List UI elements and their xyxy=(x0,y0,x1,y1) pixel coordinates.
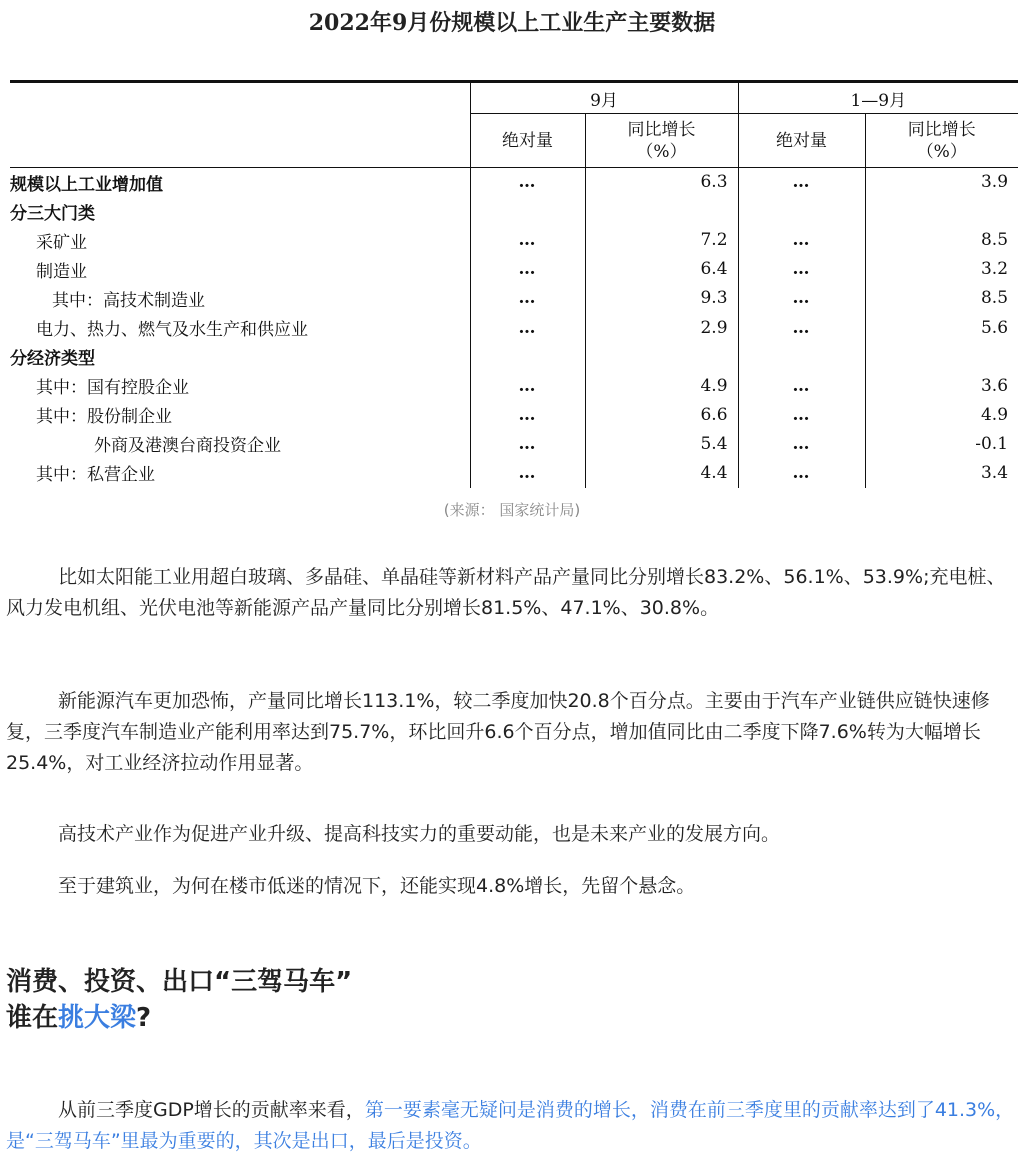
article-paragraph-materials: 比如太阳能工业用超白玻璃、多晶硅、单晶硅等新材料产品产量同比分别增长83.2%、56.1%、53.9%;充电桩、风力发电机组、光伏电池等新能源产品产量同比分别增长81.5%、47.1%、30.8%。 xyxy=(6,566,1006,619)
header-yoy-jan-sept: 同比增长 （%） xyxy=(865,114,1018,168)
section-heading xyxy=(6,964,352,1036)
section-heading-line2: 谁在挑大梁? xyxy=(6,1003,152,1033)
article-paragraph-contribution: 从前三季度GDP增长的贡献率来看，第一要素毫无疑问是消费的增长，消费在前三季度里的贡献率达到了41.3%，是“三驾马车”里最为重要的，其次是出口，最后是投资。 xyxy=(6,1099,1015,1152)
table-row xyxy=(10,342,1018,371)
cell-yoy-jan-sept: 8.5 xyxy=(865,284,1018,313)
row-label: 制造业 xyxy=(36,261,87,282)
row-label: 外商及港澳台商投资企业 xyxy=(94,436,281,457)
header-group-sept: 9月 xyxy=(470,82,738,114)
cell-abs-sept xyxy=(470,197,585,226)
cell-abs-sept: … xyxy=(470,458,585,487)
figure-source-caption: (来源： 国家统计局) xyxy=(443,501,581,519)
cell-abs-sept: … xyxy=(470,371,585,400)
row-label: 其中：股份制企业 xyxy=(36,407,172,428)
cell-yoy-sept xyxy=(585,197,738,226)
cell-abs-sept: … xyxy=(470,313,585,342)
cell-abs-jan-sept: … xyxy=(738,313,865,342)
cell-abs-jan-sept xyxy=(738,197,865,226)
cell-abs-jan-sept: … xyxy=(738,458,865,487)
cell-abs-jan-sept: … xyxy=(738,400,865,429)
cell-yoy-sept: 4.4 xyxy=(585,458,738,487)
header-abs-sept: 绝对量 xyxy=(470,114,585,168)
cell-abs-sept: … xyxy=(470,400,585,429)
row-label: 采矿业 xyxy=(36,232,87,253)
cell-abs-jan-sept: … xyxy=(738,284,865,313)
cell-abs-jan-sept: … xyxy=(738,226,865,255)
cell-yoy-jan-sept xyxy=(865,342,1018,371)
cell-yoy-sept: 9.3 xyxy=(585,284,738,313)
cell-abs-sept: … xyxy=(470,429,585,458)
cell-yoy-sept: 6.6 xyxy=(585,400,738,429)
cell-yoy-jan-sept: 5.6 xyxy=(865,313,1018,342)
article-paragraph-nev: 新能源汽车更加恐怖，产量同比增长113.1%，较二季度加快20.8个百分点。主要由于汽车产业链供应链快速修复，三季度汽车制造业产能利用率达到75.7%，环比回升6.6个百分点，增加值同比由二季度下降7.6%转为大幅增长25.4%，对工业经济拉动作用显著。 xyxy=(6,690,990,774)
cell-yoy-sept: 5.4 xyxy=(585,429,738,458)
cell-yoy-jan-sept: 3.2 xyxy=(865,255,1018,284)
cell-abs-jan-sept: … xyxy=(738,255,865,284)
row-label: 规模以上工业增加值 xyxy=(10,168,470,197)
table-row xyxy=(10,168,1018,197)
row-label: 其中：高技术制造业 xyxy=(52,290,205,311)
cell-yoy-jan-sept: 3.6 xyxy=(865,371,1018,400)
cell-abs-jan-sept: … xyxy=(738,371,865,400)
paragraph-highlight: 第一要素毫无疑问是消费的增长，消费在前三季度里的贡献率达到了41.3%，是“三驾马车”里最为重要的，其次是出口，最后是投资。 xyxy=(6,1099,1015,1152)
cell-abs-jan-sept: … xyxy=(738,429,865,458)
cell-yoy-jan-sept: 3.9 xyxy=(865,168,1018,197)
article-paragraph-construction: 至于建筑业，为何在楼市低迷的情况下，还能实现4.8%增长，先留个悬念。 xyxy=(58,875,696,897)
cell-yoy-sept: 7.2 xyxy=(585,226,738,255)
row-label: 电力、热力、燃气及水生产和供应业 xyxy=(36,320,308,341)
cell-yoy-sept: 2.9 xyxy=(585,313,738,342)
cell-yoy-jan-sept: 3.4 xyxy=(865,458,1018,487)
table-row xyxy=(10,226,1018,255)
cell-yoy-sept: 4.9 xyxy=(585,371,738,400)
cell-abs-jan-sept: … xyxy=(738,168,865,197)
cell-abs-sept: … xyxy=(470,168,585,197)
cell-yoy-sept xyxy=(585,342,738,371)
table-row xyxy=(10,400,1018,429)
table-row xyxy=(10,458,1018,487)
header-abs-jan-sept: 绝对量 xyxy=(738,114,865,168)
cell-abs-sept: … xyxy=(470,226,585,255)
industrial-data-table xyxy=(10,80,1018,488)
heading-highlight: 挑大梁 xyxy=(58,1003,137,1033)
cell-yoy-sept: 6.3 xyxy=(585,168,738,197)
header-yoy-sept: 同比增长 （%） xyxy=(585,114,738,168)
table-row xyxy=(10,313,1018,342)
cell-yoy-sept: 6.4 xyxy=(585,255,738,284)
row-label: 分经济类型 xyxy=(10,349,95,370)
table-row xyxy=(10,197,1018,226)
cell-yoy-jan-sept: 8.5 xyxy=(865,226,1018,255)
cell-yoy-jan-sept: 4.9 xyxy=(865,400,1018,429)
section-heading-line1: 消费、投资、出口“三驾马车” xyxy=(6,967,353,997)
figure-title: 2022年9月份规模以上工业生产主要数据 xyxy=(308,10,716,36)
cell-yoy-jan-sept: -0.1 xyxy=(865,429,1018,458)
cell-abs-sept xyxy=(470,342,585,371)
cell-abs-jan-sept xyxy=(738,342,865,371)
table-row xyxy=(10,429,1018,458)
row-label: 分三大门类 xyxy=(10,203,95,224)
table-corner xyxy=(10,82,470,168)
table-row xyxy=(10,284,1018,313)
article-paragraph-hightech: 高技术产业作为促进产业升级、提高科技实力的重要动能，也是未来产业的发展方向。 xyxy=(58,823,781,845)
cell-abs-sept: … xyxy=(470,284,585,313)
row-label: 其中：私营企业 xyxy=(36,465,155,486)
row-label: 其中：国有控股企业 xyxy=(36,378,189,399)
table-row xyxy=(10,255,1018,284)
cell-abs-sept: … xyxy=(470,255,585,284)
table-row xyxy=(10,371,1018,400)
header-group-jan-sept: 1—9月 xyxy=(738,82,1018,114)
cell-yoy-jan-sept xyxy=(865,197,1018,226)
